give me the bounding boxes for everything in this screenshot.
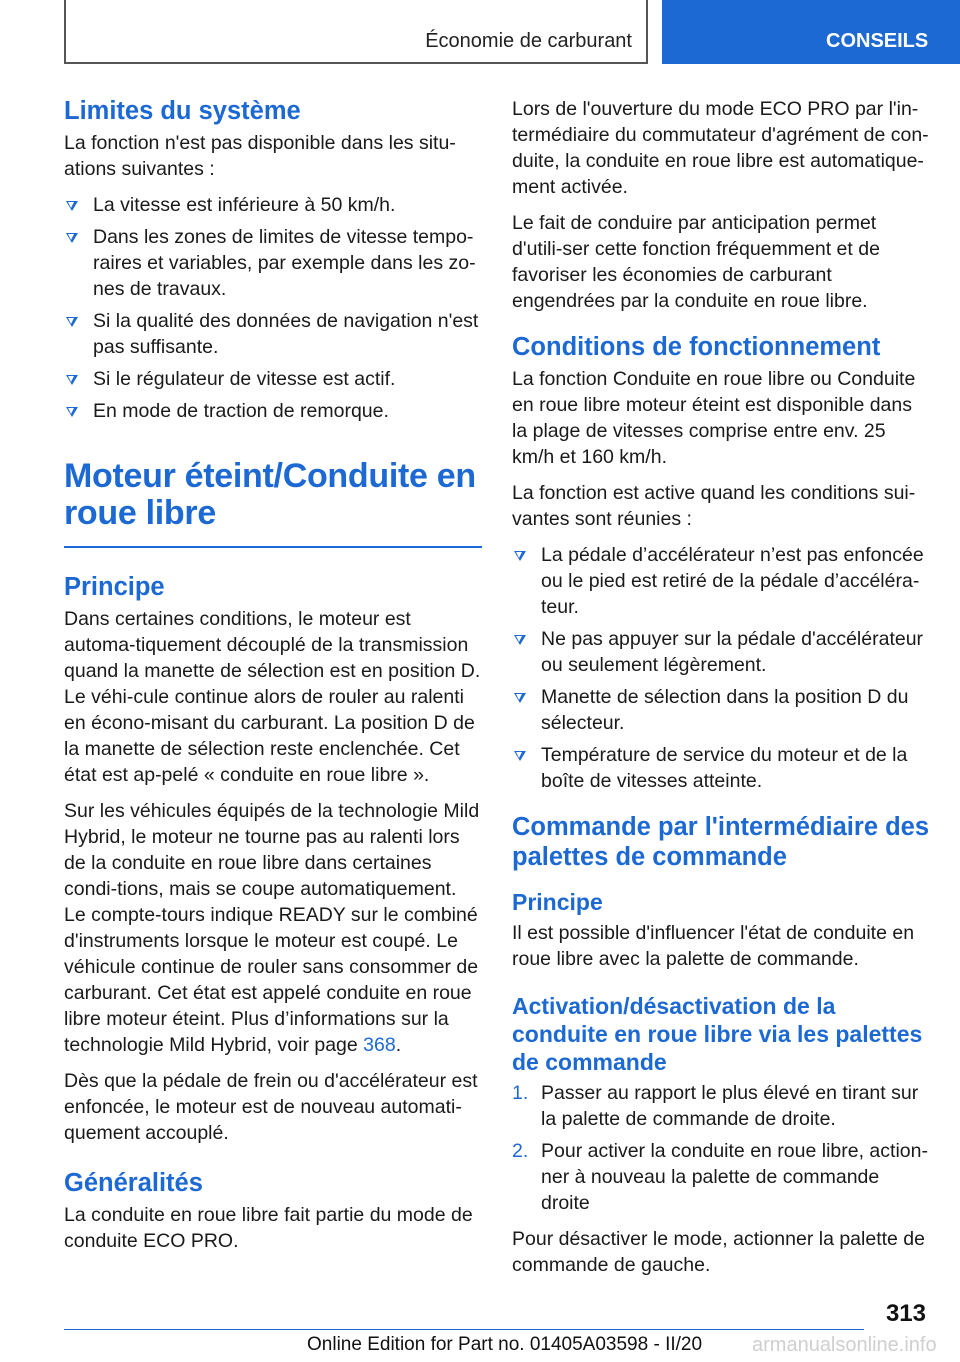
section-tab [64,0,648,64]
limits-heading: Limites du système [64,97,301,125]
bullet-triangle-icon [66,233,78,243]
bullet-triangle-icon [514,551,526,561]
bullet-triangle-icon [66,317,78,327]
list-item: Manette de sélection dans la position D du sélecteur. [512,684,930,736]
page-reference-link[interactable]: 368 [363,1034,396,1056]
list-item: En mode de traction de remorque. [64,398,482,424]
principle-heading: Principe [64,573,165,601]
principle-paragraph-3: Dès que la pédale de frein ou d'accélérateur est enfoncée, le moteur est de nouveau automati-quement accouplé. [64,1070,478,1144]
watermark-text: armanualsonline.info [752,1334,937,1356]
command-principle-paragraph: Il est possible d'influencer l'état de conduite en roue libre avec la palette de commande. [512,922,915,970]
bullet-triangle-icon [514,635,526,645]
conditions-paragraph-1: La fonction Conduite en roue libre ou Conduite en roue libre moteur éteint est disponible dans la plage de vitesses comprise entre env. 25 km/h et 160 km/h. [512,368,916,468]
anticipation-paragraph: Le fait de conduire par anticipation permet d'utili-ser cette fonction fréquemment et de favoriser les économies de carburant engendrées par la conduite en roue libre. [512,212,880,312]
heading-divider [64,546,482,548]
list-item: La pédale d’accélérateur n’est pas enfoncée ou le pied est retiré de la pédale d’accéléra-teur. [512,542,930,620]
bullet-triangle-icon [514,693,526,703]
page-number: 313 [885,1300,926,1327]
list-item: Température de service du moteur et de la boîte de vitesses atteinte. [512,742,930,794]
list-item: La vitesse est inférieure à 50 km/h. [64,192,482,218]
list-item: Dans les zones de limites de vitesse tempo-raires et variables, par exemple dans les zo-nes de travaux. [64,224,482,302]
chapter-heading: Moteur éteint/Conduite en roue libre [64,457,476,532]
conditions-paragraph-2: La fonction est active quand les conditions sui-vantes sont réunies : [512,482,916,530]
general-paragraph: La conduite en roue libre fait partie du mode de conduite ECO PRO. [64,1204,473,1252]
conditions-heading: Conditions de fonctionnement [512,333,881,361]
activation-steps [512,1080,930,1216]
limits-list [64,192,482,424]
limits-intro: La fonction n'est pas disponible dans les situ-ations suivantes : [64,132,456,180]
step-number: 2. [512,1140,529,1162]
activation-heading: Activation/désactivation de la conduite en roue libre via les palettes de commande [512,993,923,1075]
edition-label: Online Edition for Part no. 01405A03598 - II/20 [307,1334,703,1355]
command-heading: Commande par l'intermédiaire des palettes de commande [512,813,930,871]
section-title: Économie de carburant [425,30,632,52]
principle-paragraph-2: Sur les véhicules équipés de la technologie Mild Hybrid, le moteur ne tourne pas au ralenti lors de la conduite en roue libre dans certaines condi-tions, mais se coupe automatiquement. Le compte-tours indique READY sur le combiné d'instruments lorsque le moteur est coupé. Le véhicule continue de rouler sans consommer de carburant. Cet état est appelé conduite en roue libre moteur éteint. Plus d’informations sur la technologie Mild Hybrid, voir page 368. [64,800,480,1056]
footer-divider [64,1329,864,1330]
list-item: 1. Passer au rapport le plus élevé en tirant sur la palette de commande de droite. [512,1082,919,1130]
command-principle-heading: Principe [512,889,603,915]
principle-paragraph-1: Dans certaines conditions, le moteur est automa-tiquement découplé de la transmission quand la manette de sélection est en position D. Le véhi-cule continue alors de rouler au ralenti en écono-misant du carburant. La position D de la manette de sélection reste enclenchée. Cet état est ap-pelé « conduite en roue libre ». [64,608,481,786]
list-item: Si le régulateur de vitesse est actif. [64,366,482,392]
bullet-triangle-icon [66,375,78,385]
bullet-triangle-icon [66,201,78,211]
general-heading: Généralités [64,1169,203,1197]
list-item: Ne pas appuyer sur la pédale d'accélérateur ou seulement légèrement. [512,626,930,678]
step-number: 1. [512,1082,529,1104]
bullet-triangle-icon [514,751,526,761]
bullet-triangle-icon [66,407,78,417]
conditions-list [512,542,930,794]
page-header [0,0,960,64]
chapter-tab: CONSEILS [662,0,960,64]
list-item: Si la qualité des données de navigation n'est pas suffisante. [64,308,482,360]
eco-pro-paragraph: Lors de l'ouverture du mode ECO PRO par l'in-termédiaire du commutateur d'agrément de con-duite, la conduite en roue libre est automatique-ment activée. [512,98,929,198]
right-column [512,96,930,1288]
list-item: 2. Pour activer la conduite en roue libre, action-ner à nouveau la palette de commande droite [512,1140,928,1214]
left-column [64,96,482,1264]
deactivate-paragraph: Pour désactiver le mode, actionner la palette de commande de gauche. [512,1228,925,1276]
